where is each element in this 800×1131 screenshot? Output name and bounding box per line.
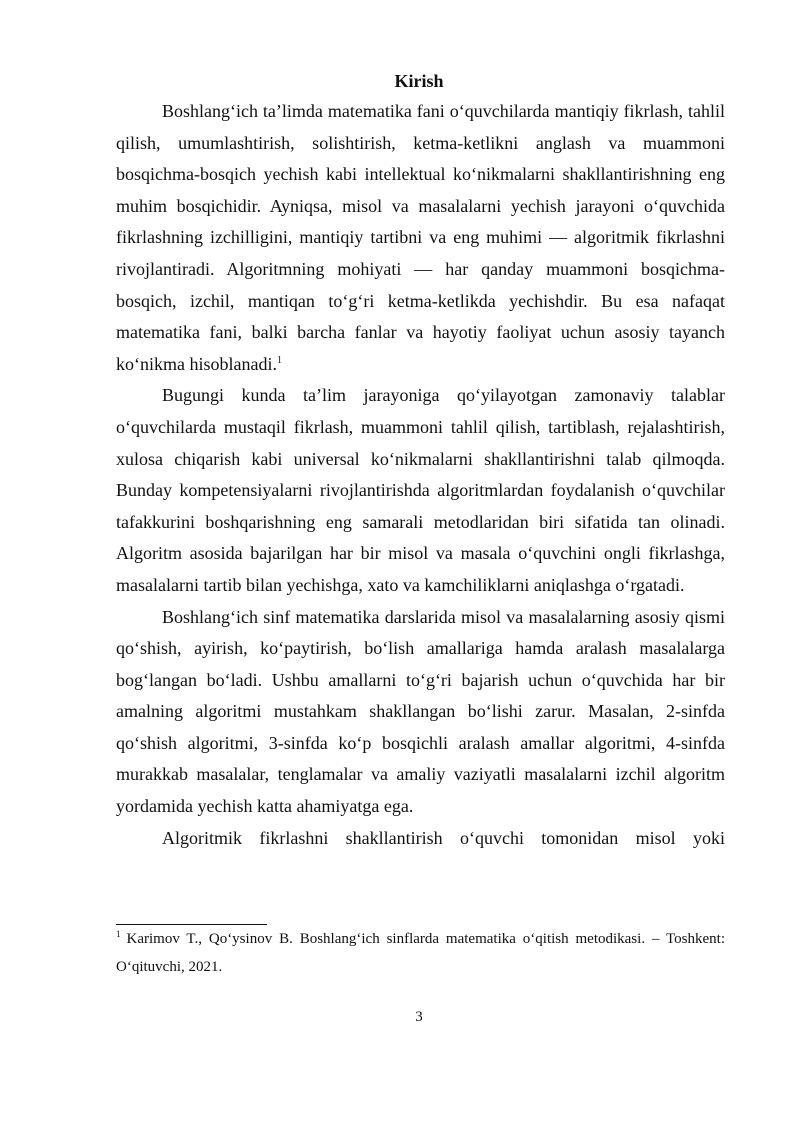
- footnote-reference[interactable]: 1: [276, 354, 282, 366]
- paragraph-2: [116, 380, 725, 601]
- paragraph-4-text: Algoritmik fikrlashni shakllantirish o‘quvchi tomonidan misol yoki: [162, 827, 725, 848]
- footnote-mark: 1: [116, 929, 121, 939]
- section-heading: Kirish: [394, 71, 444, 91]
- footnote-text: Karimov T., Qo‘ysinov B. Boshlang‘ich sinflarda matematika o‘qitish metodikasi. – Toshkent: O‘qituvchi, 2021.: [116, 931, 725, 975]
- paragraph-2-text: Bugungi kunda ta’lim jarayoniga qo‘yilayotgan zamonaviy talablar o‘quvchilarda mustaqil fikrlash, muammoni tahlil qilish, tartiblash, rejalashtirish, xulosa chiqarish kabi universal ko‘nikmalarni shakllantirishni talab qilmoqda. Bunday kompetensiyalarni rivojlantirishda algoritmlardan foydalanish o‘quvchilar tafakkurini boshqarishning eng samarali metodlaridan biri sifatida tan olinadi. Algoritm asosida bajarilgan har bir misol va masala o‘quvchini ongli fikrlashga, masalalarni tartib bilan yechishga, xato va kamchiliklarni aniqlashga o‘rgatadi.: [116, 385, 725, 595]
- paragraph-1-text: Boshlang‘ich ta’limda matematika fani o‘quvchilarda mantiqiy fikrlash, tahlil qilish, umumlashtirish, solishtirish, ketma-ketlikni anglash va muammoni bosqichma-bosqich yechish kabi intellektual ko‘nikmalarni shakllantirishning eng muhim bosqichidir. Ayniqsa, misol va masalalarni yechish jarayoni o‘quvchida fikrlashning izchilligini, mantiqiy tartibni va eng muhimi — algoritmik fikrlashni rivojlantiradi. Algoritmning mohiyati — har qanday muammoni bosqichma-bosqich, izchil, mantiqan to‘g‘ri ketma-ketlikda yechishdir. Bu esa nafaqat matematika fani, balki barcha fanlar va hayotiy faoliyat uchun asosiy tayanch ko‘nikma hisoblanadi.: [116, 101, 725, 374]
- body-text: [116, 96, 725, 854]
- paragraph-3-text: Boshlang‘ich sinf matematika darslarida misol va masalalarning asosiy qismi qo‘shish, ayirish, ko‘paytirish, bo‘lish amallariga hamda aralash masalalarga bog‘langan bo‘ladi. Ushbu amallarni to‘g‘ri bajarish uchun o‘quvchida har bir amalning algoritmi mustahkam shakllangan bo‘lishi zarur. Masalan, 2-sinfda qo‘shish algoritmi, 3-sinfda ko‘p bosqichli aralash amallar algoritmi, 4-sinfda murakkab masalalar, tenglamalar va amaliy vaziyatli masalalarni izchil algoritm yordamida yechish katta ahamiyatga ega.: [116, 606, 725, 817]
- paragraph-4: [116, 823, 725, 855]
- page-number: 3: [415, 1009, 423, 1025]
- footnote: [116, 925, 725, 981]
- paragraph-3: [116, 602, 725, 823]
- paragraph-1: [116, 96, 725, 380]
